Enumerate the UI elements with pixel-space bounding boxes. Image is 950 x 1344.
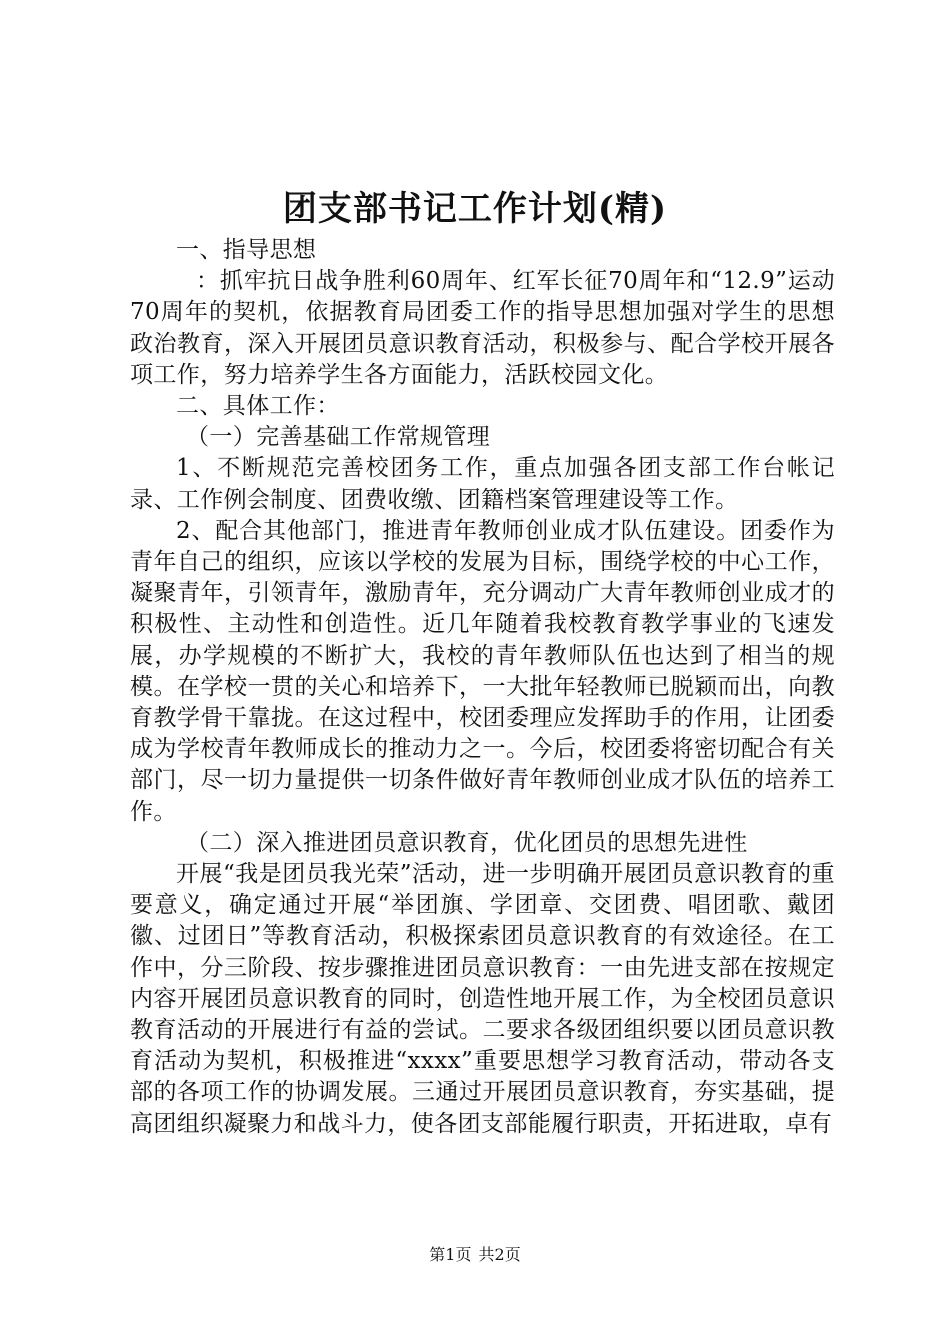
paragraph-guiding-ideology: ：抓牢抗日战争胜利60周年、红军长征70周年和“12.9”运动70周年的契机，依据教育局团委工作的指导思想加强对学生的思想政治教育，深入开展团员意识教育活动，积极参与、配合学校开展各项工作，努力培养学生各方面能力，活跃校园文化。 [130,268,835,388]
page-number: 第1页 [429,1245,472,1264]
document-body [130,235,835,1140]
subsection-heading-member-awareness: （二）深入推进团员意识教育，优化团员的思想先进性 [186,829,748,856]
section-heading-specific-work: 二、具体工作： [176,393,340,420]
paragraph-item-2: 2、配合其他部门，推进青年教师创业成才队伍建设。团委作为青年自己的组织，应该以学校的发展为目标，围绕学校的中心工作，凝聚青年，引领青年，激励青年，充分调动广大青年教师创业成才的积极性、主动性和创造性。近几年随着我校教育教学事业的飞速发展，办学规模的不断扩大，我校的青年教师队伍也达到了相当的规模。在学校一贯的关心和培养下，一大批年轻教师已脱颖而出，向教育教学骨干靠拢。在这过程中，校团委理应发挥助手的作用，让团委成为学校青年教师成长的推动力之一。今后，校团委将密切配合有关部门，尽一切力量提供一切条件做好青年教师创业成才队伍的培养工作。 [130,517,835,825]
subsection-heading-basic-work: （一）完善基础工作常规管理 [186,424,491,451]
paragraph-member-awareness: 开展“我是团员我光荣”活动，进一步明确开展团员意识教育的重要意义，确定通过开展“举团旗、学团章、交团费、唱团歌、戴团徽、过团日”等教育活动，积极探索团员意识教育的有效途径。在工作中，分三阶段、按步骤推进团员意识教育：一由先进支部在按规定内容开展团员意识教育的同时，创造性地开展工作，为全校团员意识教育活动的开展进行有益的尝试。二要求各级团组织要以团员意识教育活动为契机，积极推进“xxxx”重要思想学习教育活动，带动各支部的各项工作的协调发展。三通过开展团员意识教育，夯实基础，提高团组织凝聚力和战斗力，使各团支部能履行职责，开拓进取，卓有 [130,861,835,1137]
document-title: 团支部书记工作计划(精) [282,189,668,229]
section-heading-guiding-ideology: 一、指导思想 [176,237,317,263]
paragraph-item-1: 1、不断规范完善校团务工作，重点加强各团支部工作台帐记录、工作例会制度、团费收缴、团籍档案管理建设等工作。 [130,455,835,513]
page-total: 共2页 [478,1245,521,1264]
page-footer [0,1244,950,1266]
